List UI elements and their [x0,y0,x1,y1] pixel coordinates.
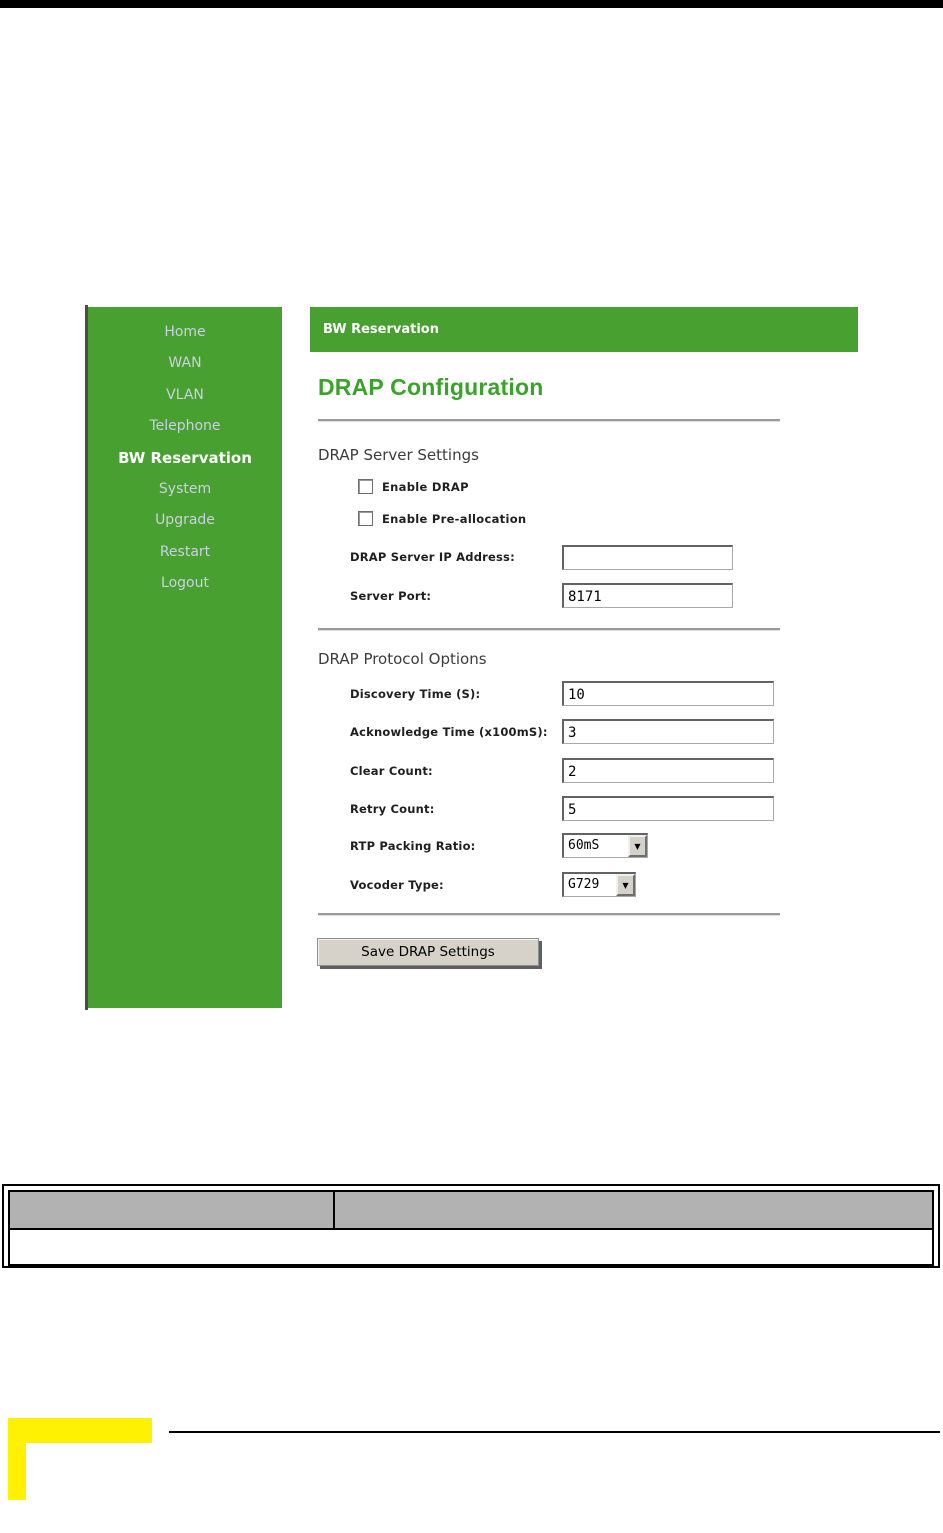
doc-table-header-right [334,1191,933,1229]
sidebar-item-telephone[interactable]: Telephone [149,418,221,435]
rtp-packing-ratio-label: RTP Packing Ratio: [350,839,476,853]
protocol-options-title: DRAP Protocol Options [318,650,487,668]
clear-count-label: Clear Count: [350,764,433,778]
crop-mark [8,1443,26,1500]
sidebar-nav [88,307,282,1008]
content-header-bar: BW Reservation [310,307,858,352]
vocoder-type-value: G729 [568,877,600,892]
doc-table-header-left [9,1191,334,1229]
rtp-packing-ratio-value: 60mS [568,838,600,853]
clear-count-input[interactable] [562,758,774,783]
sidebar-item-wan[interactable]: WAN [168,355,202,372]
sidebar-item-upgrade[interactable]: Upgrade [155,512,215,529]
enable-drap-label: Enable DRAP [382,479,469,494]
enable-preallocation-checkbox[interactable] [358,511,373,526]
top-black-bar [0,0,943,8]
drap-server-ip-input[interactable] [562,545,733,570]
retry-count-input[interactable] [562,796,774,821]
acknowledge-time-label: Acknowledge Time (x100mS): [350,725,548,739]
crop-mark [8,1418,152,1443]
discovery-time-label: Discovery Time (S): [350,687,481,701]
vocoder-type-label: Vocoder Type: [350,878,444,892]
enable-preallocation-row [358,511,526,526]
divider [318,419,780,422]
page-title: DRAP Configuration [318,374,544,400]
server-port-input[interactable] [562,583,733,608]
sidebar-item-system[interactable]: System [158,480,212,497]
dropdown-arrow-icon[interactable]: ▼ [628,835,647,857]
sidebar-item-bw-reservation[interactable]: BW Reservation [118,448,252,467]
drap-server-ip-label: DRAP Server IP Address: [350,550,515,564]
doc-table [2,1184,940,1268]
server-settings-title: DRAP Server Settings [318,446,479,464]
divider [318,628,780,631]
sidebar-item-logout[interactable]: Logout [161,575,209,592]
save-drap-settings-button[interactable]: Save DRAP Settings [317,938,539,966]
footer-rule [169,1431,940,1433]
server-port-label: Server Port: [350,589,432,603]
sidebar-item-home[interactable]: Home [164,324,206,340]
doc-table-body-cell [9,1229,933,1265]
discovery-time-input[interactable] [562,681,774,706]
enable-preallocation-label: Enable Pre-allocation [382,511,527,526]
enable-drap-checkbox[interactable] [358,479,373,494]
dropdown-arrow-icon[interactable]: ▼ [616,874,635,896]
acknowledge-time-input[interactable] [562,719,774,744]
sidebar-item-restart[interactable]: Restart [159,543,211,560]
enable-drap-row [358,479,469,494]
retry-count-label: Retry Count: [350,802,435,816]
divider [318,913,780,916]
vocoder-type-select[interactable] [562,872,636,897]
sidebar-item-vlan[interactable]: VLAN [166,386,204,403]
rtp-packing-ratio-select[interactable] [562,833,648,858]
